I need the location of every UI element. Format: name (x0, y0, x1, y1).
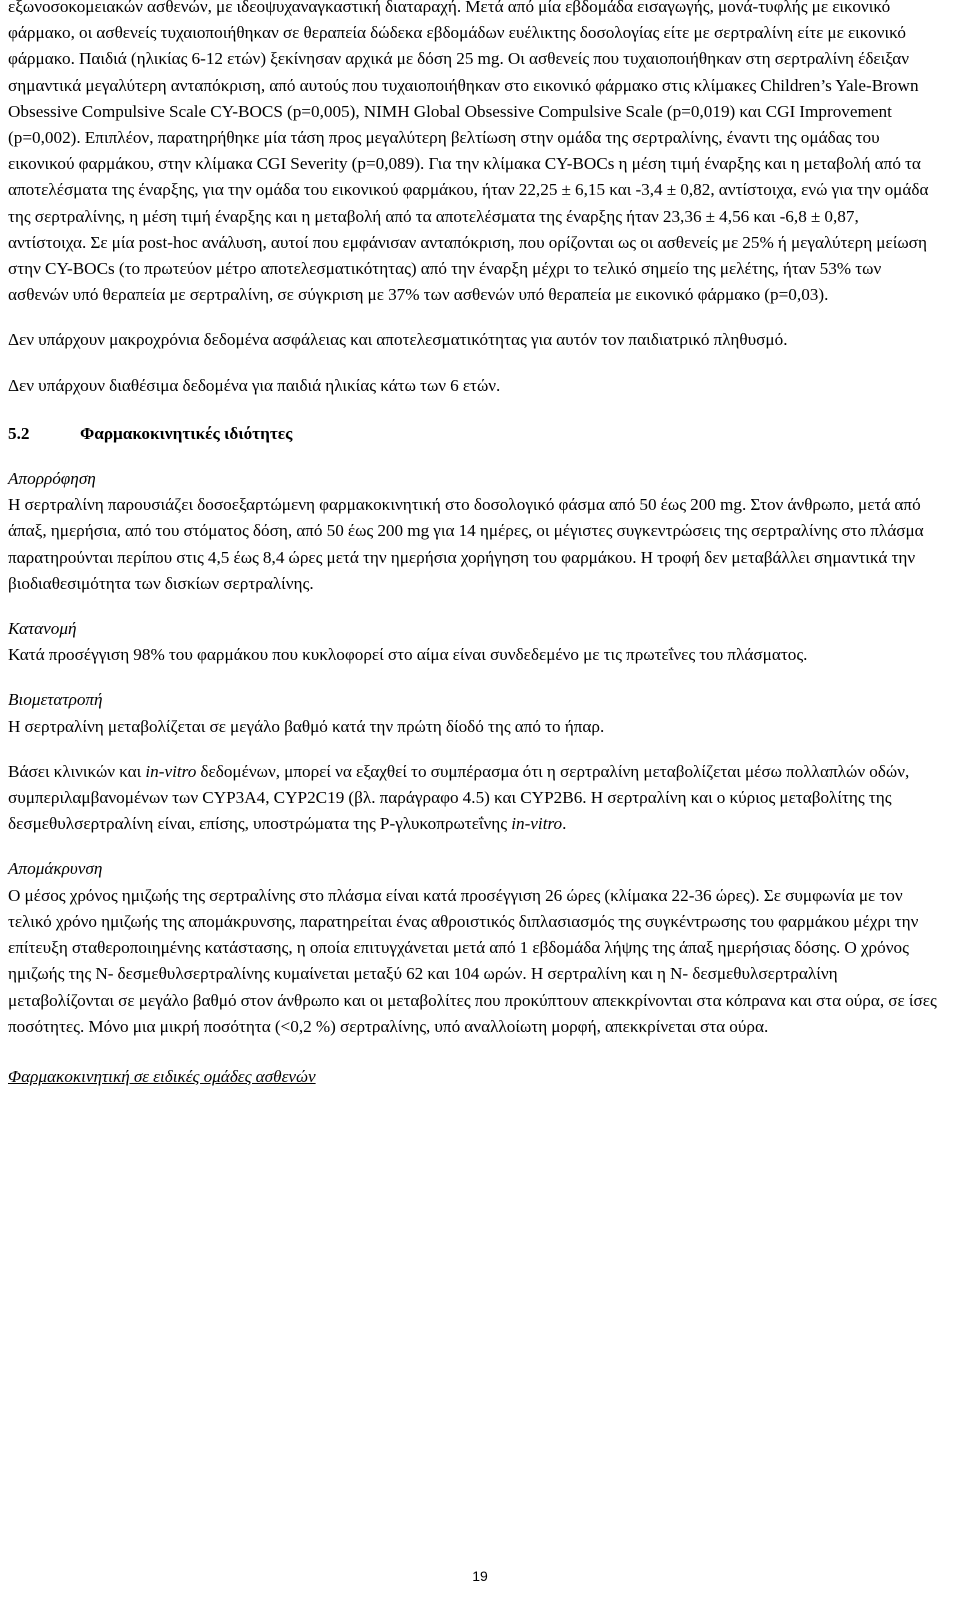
metabolism-text-2 (8, 759, 940, 838)
page-number: 19 (472, 1568, 488, 1584)
absorption-title: Απορρόφηση (8, 469, 96, 489)
in-vitro-term: in-vitro (145, 761, 197, 781)
section-title: Φαρμακοκινητικές ιδιότητες (80, 423, 293, 443)
section-number: 5.2 (8, 423, 30, 443)
metabolism-text: Η σερτραλίνη μεταβολίζεται σε μεγάλο βαθμό κατά την πρώτη δίοδό της από το ήπαρ. (8, 716, 605, 736)
in-vitro-term-2: in-vitro (511, 814, 563, 834)
metabolism-text-2c: . (562, 814, 567, 834)
special-groups-title-text: Φαρμακοκινητική σε ειδικές ομάδες ασθενών (8, 1066, 316, 1086)
no-long-term-data-paragraph: Δεν υπάρχουν μακροχρόνια δεδομένα ασφάλειας και αποτελεσματικότητας για αυτόν τον παιδιατρικό πληθυσμό. (8, 330, 788, 350)
section-heading (8, 421, 940, 447)
intro-paragraph: εξωνοσοκομειακών ασθενών, με ιδεοψυχαναγκαστική διαταραχή. Μετά από μία εβδομάδα εισαγωγής, μονά-τυφλής με εικονικό φάρμακο, οι ασθενείς τυχαιοποιήθηκαν σε θεραπεία δώδεκα εβδομάδων ευέλικτης δοσολογίας είτε με σερτραλίνη είτε με εικονικό φάρμακο. Παιδιά (ηλικίας 6-12 ετών) ξεκίνησαν αρχικά με δόση 25 mg. Οι ασθενείς που τυχαιοποιήθηκαν στη σερτραλίνη έδειξαν σημαντικά μεγαλύτερη ανταπόκριση, από αυτούς που τυχαιοποιήθηκαν στο εικονικό φάρμακο στις κλίμακες Children’s Yale-Brown Obsessive Compulsive Scale CY-BOCS (p=0,005), NIMH Global Obsessive Compulsive Scale (p=0,019) και CGI Improvement (p=0,002). Επιπλέον, παρατηρήθηκε μία τάση προς μεγαλύτερη βελτίωση στην ομάδα της σερτραλίνης, έναντι της ομάδας του εικονικού φαρμάκου, στην κλίμακα CGI Severity (p=0,089). Για την κλίμακα CY-BOCs η μέση τιμή έναρξης και η μεταβολή από τα αποτελέσματα της έναρξης, για την ομάδα του εικονικού φαρμάκου, ήταν 22,25 ± 6,15 και -3,4 ± 0,82, αντίστοιχα, ενώ για την ομάδα της σερτραλίνης, η μέση τιμή έναρξης και η μεταβολή από τα αποτελέσματα της έναρξης ήταν 23,36 ± 4,56 και -6,8 ± 0,87, αντίστοιχα. Σε μία post-hoc ανάλυση, αυτοί που εμφάνισαν ανταπόκριση, που ορίζονται ως οι ασθενείς με 25% ή μεγαλύτερη μείωση στην CY-BOCs (το πρωτεύον μέτρο αποτελεσματικότητας) από την έναρξη μέχρι το τελικό σημείο της μελέτης, ήταν 53% των ασθενών υπό θεραπεία με σερτραλίνη, σε σύγκριση με 37% των ασθενών υπό θεραπεία με εικονικό φάρμακο (p=0,03). (8, 0, 929, 305)
metabolism-text-2b: δεδομένων, μπορεί να εξαχθεί το συμπέρασμα ότι η σερτραλίνη μεταβολίζεται μέσω πολλαπλών οδών, συμπεριλαμβανομένων των CYP3A4, CYP2C19 (βλ. παράγραφο 4.5) και CYP2B6. Η σερτραλίνη και ο κύριος μεταβολίτης της δεσμεθυλσερτραλίνη είναι, επίσης, υποστρώματα της P-γλυκοπρωτεΐνης (8, 761, 910, 834)
special-groups-title (8, 1064, 940, 1090)
distribution-title: Κατανομή (8, 619, 77, 639)
metabolism-title: Βιομετατροπή (8, 690, 103, 710)
absorption-text: Η σερτραλίνη παρουσιάζει δοσοεξαρτώμενη φαρμακοκινητική στο δοσολογικό φάσμα από 50 έως 200 mg. Στον άνθρωπο, μετά από άπαξ, ημερήσια, από του στόματος δόση, από 50 έως 200 mg για 14 ημέρες, οι μέγιστες συγκεντρώσεις της σερτραλίνης στο πλάσμα παρατηρούνται περίπου στις 4,5 έως 8,4 ώρες μετά την ημερήσια χορήγηση του φαρμάκου. Η τροφή δεν μεταβάλλει σημαντικά την βιοδιαθεσιμότητα των δισκίων σερτραλίνης. (8, 495, 924, 593)
metabolism-text-2a: Βάσει κλινικών και (8, 761, 146, 781)
elimination-title: Απομάκρυνση (8, 859, 103, 879)
distribution-text: Κατά προσέγγιση 98% του φαρμάκου που κυκλοφορεί στο αίμα είναι συνδεδεμένο με τις πρωτεΐνες του πλάσματος. (8, 645, 808, 665)
no-under-6-data-paragraph: Δεν υπάρχουν διαθέσιμα δεδομένα για παιδιά ηλικίας κάτω των 6 ετών. (8, 375, 501, 395)
document-page (8, 0, 940, 1090)
elimination-text: Ο μέσος χρόνος ημιζωής της σερτραλίνης στο πλάσμα είναι κατά προσέγγιση 26 ώρες (κλίμακα 22-36 ώρες). Σε συμφωνία με τον τελικό χρόνο ημιζωής της απομάκρυνσης, παρατηρείται ένας αθροιστικός διπλασιασμός της συγκέντρωσης του φαρμάκου μέχρι την επίτευξη σταθεροποιημένης κατάστασης, η οποία επιτυγχάνεται μετά από 1 εβδομάδα λήψης της άπαξ ημερήσιας δόσης. Ο χρόνος ημιζωής της N- δεσμεθυλσερτραλίνης κυμαίνεται μεταξύ 62 και 104 ωρών. Η σερτραλίνη και η N- δεσμεθυλσερτραλίνη μεταβολίζονται σε μεγάλο βαθμό στον άνθρωπο και οι μεταβολίτες που προκύπτουν απεκκρίνονται στα κόπρανα και στα ούρα, σε ίσες ποσότητες. Μόνο μια μικρή ποσότητα (<0,2 %) σερτραλίνης, υπό αναλλοίωτη μορφή, απεκκρίνεται στα ούρα. (8, 885, 937, 1036)
